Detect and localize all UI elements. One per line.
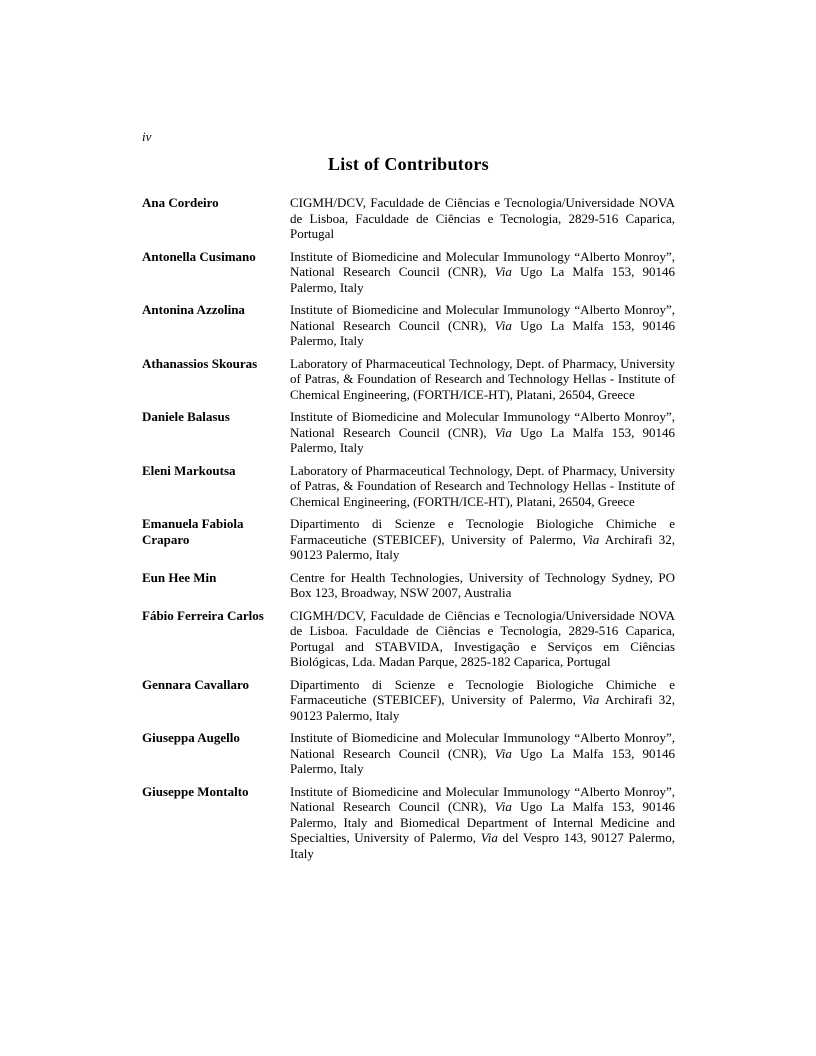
- affiliation-text-run: Institute of Biomedicine and Molecular Immunology “Alberto Monroy”, National Research Council (CNR),: [290, 783, 675, 814]
- affiliation-italic-run: Via: [494, 799, 512, 814]
- affiliation-text-run: CIGMH/DCV, Faculdade de Ciências e Tecnologia/Universidade NOVA de Lisboa, Faculdade de Ciências e Tecnologia, 2829-516 Caparica, Portugal: [290, 195, 675, 241]
- contributor-name: Daniele Balasus: [142, 409, 230, 424]
- affiliation-text-run: Ugo La Malfa 153, 90146 Palermo, Italy: [290, 424, 676, 455]
- contributor-entry: [142, 463, 675, 510]
- contributor-name: Eun Hee Min: [142, 569, 217, 585]
- contributor-affiliation: [290, 677, 675, 724]
- contributor-affiliation: [290, 249, 675, 296]
- affiliation-text-run: del Vespro 143, 90127 Palermo, Italy: [290, 830, 675, 861]
- contributor-name: Athanassios Skouras: [142, 355, 258, 371]
- affiliation-text-run: Institute of Biomedicine and Molecular Immunology “Alberto Monroy”, National Research Council (CNR),: [290, 730, 675, 761]
- contributor-name: Giuseppe Montalto: [142, 783, 249, 799]
- affiliation-italic-run: Via: [582, 531, 600, 547]
- contributor-entry: [142, 516, 675, 563]
- contributor-affiliation: [290, 570, 675, 601]
- affiliation-text-run: Centre for Health Technologies, University of Technology Sydney, PO Box 123, Broadway, NSW 2007, Australia: [290, 569, 675, 600]
- contributor-name: Ana Cordeiro: [142, 195, 219, 210]
- contributor-name: Emanuela Fabiola Craparo: [142, 516, 244, 547]
- contributor-affiliation: [290, 730, 675, 777]
- affiliation-text-run: Laboratory of Pharmaceutical Technology, Dept. of Pharmacy, University of Patras, & Foundation of Research and Technology Hellas - Institute of Chemical Engineering, (FORTH/ICE-HT), Platani, 26504, Greece: [290, 355, 675, 402]
- contributor-affiliation: [290, 784, 675, 862]
- page-number: iv: [142, 129, 152, 144]
- affiliation-text-run: Archirafi 32, 90123 Palermo, Italy: [290, 531, 675, 562]
- affiliation-italic-run: Via: [494, 745, 512, 761]
- affiliation-text-run: Institute of Biomedicine and Molecular Immunology “Alberto Monroy”, National Research Council (CNR),: [290, 248, 675, 279]
- contributor-entry: [142, 249, 675, 296]
- affiliation-italic-run: Via: [494, 424, 512, 440]
- affiliation-text-run: Ugo La Malfa 153, 90146 Palermo, Italy: [290, 745, 676, 776]
- contributor-affiliation: [290, 302, 675, 349]
- contributor-affiliation: [290, 356, 675, 403]
- contributor-name: Eleni Markoutsa: [142, 462, 236, 478]
- affiliation-italic-run: Via: [582, 692, 600, 707]
- affiliation-text-run: Ugo La Malfa 153, 90146 Palermo, Italy and Biomedical Department of Internal Medicine and Specialties, University of Palermo,: [290, 799, 676, 845]
- contributor-name: Antonella Cusimano: [142, 248, 256, 264]
- contributor-entry: [142, 195, 675, 242]
- affiliation-text-run: Institute of Biomedicine and Molecular Immunology “Alberto Monroy”, National Research Council (CNR),: [290, 409, 675, 440]
- contributor-entry: [142, 608, 675, 670]
- affiliation-italic-run: Via: [494, 264, 512, 279]
- contributors-list: [142, 195, 675, 868]
- contributor-affiliation: [290, 409, 675, 456]
- contributor-affiliation: [290, 195, 675, 242]
- contributor-entry: [142, 356, 675, 403]
- affiliation-text-run: Archirafi 32, 90123 Palermo, Italy: [290, 692, 675, 723]
- affiliation-text-run: Ugo La Malfa 153, 90146 Palermo, Italy: [290, 264, 676, 295]
- contributor-entry: [142, 570, 675, 601]
- contributor-name: Antonina Azzolina: [142, 302, 245, 317]
- affiliation-text-run: Ugo La Malfa 153, 90146 Palermo, Italy: [290, 317, 676, 348]
- contributor-name: Fábio Ferreira Carlos: [142, 607, 264, 623]
- affiliation-text-run: Dipartimento di Scienze e Tecnologie Biologiche Chimiche e Farmaceutiche (STEBICEF), University of Palermo,: [290, 676, 675, 707]
- contributor-affiliation: [290, 463, 675, 510]
- affiliation-text-run: CIGMH/DCV, Faculdade de Ciências e Tecnologia/Universidade NOVA de Lisboa. Faculdade de Ciências e Tecnologia, 2829-516 Caparica, Portugal and STABVIDA, Investigação e Serviços em Ciências Biológicas, Lda. Madan Parque, 2825-182 Caparica, Portugal: [290, 607, 675, 669]
- contributor-entry: [142, 730, 675, 777]
- affiliation-text-run: Institute of Biomedicine and Molecular Immunology “Alberto Monroy”, National Research Council (CNR),: [290, 302, 675, 333]
- contributor-entry: [142, 784, 675, 862]
- contributor-entry: [142, 302, 675, 349]
- affiliation-italic-run: Via: [480, 830, 498, 845]
- contributor-name: Gennara Cavallaro: [142, 676, 250, 692]
- contributor-affiliation: [290, 608, 675, 670]
- contributor-affiliation: [290, 516, 675, 563]
- affiliation-text-run: Dipartimento di Scienze e Tecnologie Biologiche Chimiche e Farmaceutiche (STEBICEF), University of Palermo,: [290, 516, 675, 547]
- affiliation-italic-run: Via: [494, 317, 512, 333]
- contributor-entry: [142, 409, 675, 456]
- page-title: List of Contributors: [327, 154, 489, 174]
- contributor-entry: [142, 677, 675, 724]
- affiliation-text-run: Laboratory of Pharmaceutical Technology, Dept. of Pharmacy, University of Patras, & Foundation of Research and Technology Hellas - Institute of Chemical Engineering, (FORTH/ICE-HT), Platani, 26504, Greece: [290, 462, 675, 509]
- contributor-name: Giuseppa Augello: [142, 730, 240, 745]
